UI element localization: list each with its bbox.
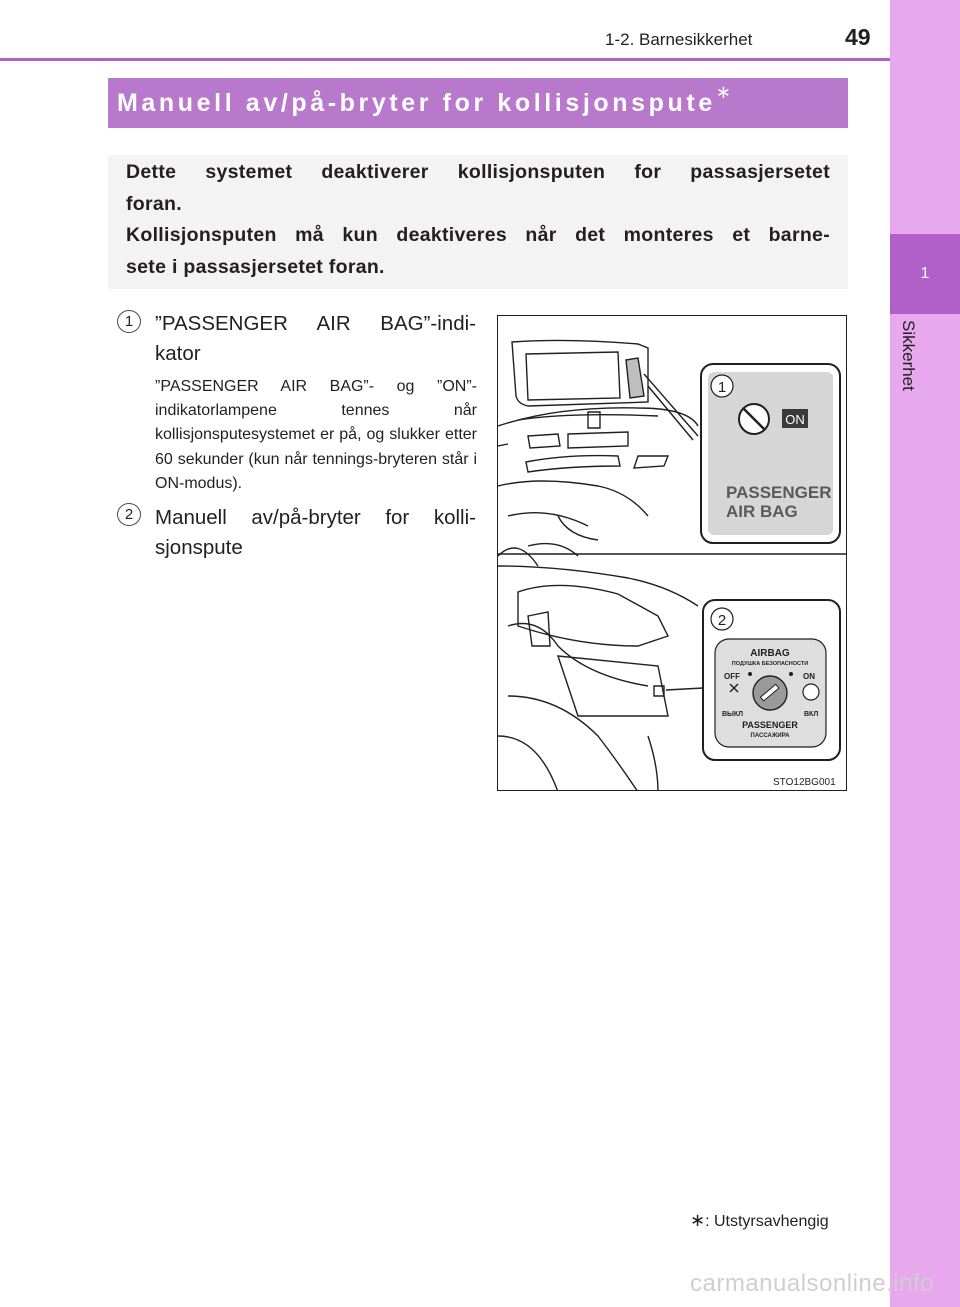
switch-off-dot (748, 672, 752, 676)
chapter-label: Sikkerhet (899, 320, 918, 391)
footnote-text: : Utstyrsavhengig (705, 1213, 829, 1230)
item-1-title-line-1: ”PASSENGER AIR BAG”-indi- (155, 312, 476, 335)
title-bar (108, 78, 848, 128)
figure-id: STO12BG001 (773, 777, 836, 788)
switch-label-airbag: AIRBAG (750, 648, 790, 659)
illustration-drawing (498, 316, 847, 791)
switch-label-airbag-ru: ПОДУШКА БЕЗОПАСНОСТИ (731, 661, 809, 667)
callout-1-number: 1 (717, 379, 727, 396)
switch-label-off: OFF (724, 672, 740, 681)
on-indicator-text: ON (785, 412, 805, 427)
intro-box (108, 155, 848, 289)
title-footnote-marker: ∗ (715, 82, 731, 102)
airbag-on-symbol-icon (803, 684, 819, 700)
switch-label-on-ru: ВКЛ (804, 711, 819, 718)
item-1-title-line-2: kator (155, 342, 201, 365)
switch-label-passenger: PASSENGER (742, 720, 798, 730)
item-1-description: ”PASSENGER AIR BAG”- og ”ON”-indikatorlampene tennes når kollisjonsputesystemet er på, og slukker etter 60 sekunder (kun når tennings-bryteren står i ON-modus). (155, 378, 477, 492)
glovebox-lineart (498, 566, 703, 791)
callout-2-number: 2 (717, 612, 727, 629)
intro-line-1: Dette systemet deaktiverer kollisjonsputen for passasjersetet (126, 161, 830, 183)
indicator-label-line-1: PASSENGER (726, 483, 832, 502)
section-heading: 1-2. Barnesikkerhet (605, 30, 753, 49)
switch-label-on: ON (803, 672, 815, 681)
intro-line-3: Kollisjonsputen må kun deaktiveres når det monteres et barne- (126, 224, 830, 246)
item-2-badge: 2 (117, 503, 141, 526)
switch-label-off-ru: ВЫКЛ (722, 711, 744, 718)
switch-label-passenger-ru: ПАССАЖИРА (750, 733, 790, 739)
dashboard-illustration (497, 315, 847, 791)
side-tab (890, 0, 960, 1307)
watermark[interactable]: carmanualsonline.info (690, 1270, 934, 1297)
page-title: Manuell av/på-bryter for kollisjonspute (117, 88, 716, 117)
footnote (690, 1210, 829, 1231)
item-2-title (155, 503, 476, 563)
footnote-marker: ∗ (690, 1210, 706, 1230)
chapter-number-tab[interactable]: 1 (890, 234, 960, 314)
item-2-title-line-2: sjonspute (155, 536, 243, 559)
page-number: 49 (845, 24, 871, 50)
intro-line-4: sete i passasjersetet foran. (126, 255, 385, 278)
item-2-title-line-1: Manuell av/på-bryter for kolli- (155, 506, 476, 529)
indicator-label-line-2: AIR BAG (726, 502, 798, 521)
item-1-title (155, 309, 476, 369)
item-1-badge: 1 (117, 310, 141, 333)
header-rule (0, 58, 890, 61)
dashboard-lineart (498, 340, 698, 566)
switch-on-dot (789, 672, 793, 676)
intro-line-2: foran. (126, 192, 182, 215)
